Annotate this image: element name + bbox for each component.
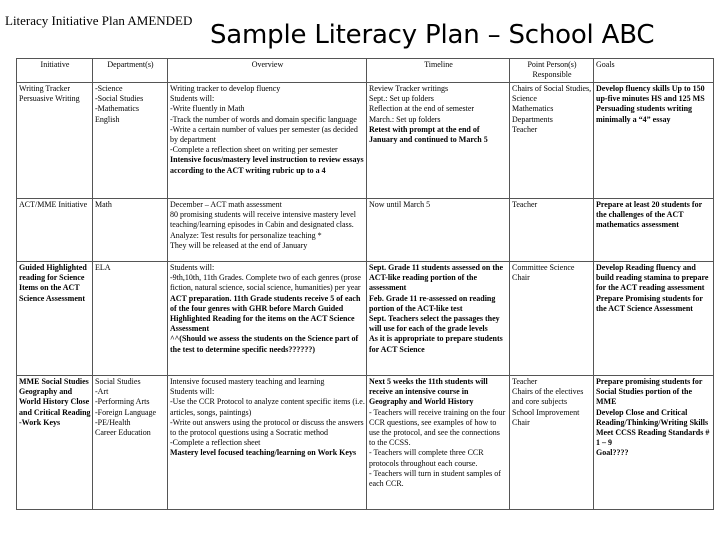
point-persons-cell: Committee Science Chair: [510, 262, 594, 376]
overview-text: Writing tracker to develop fluency Students will: -Write fluently in Math -Track the number of words and domain specific language -Write a certain number of values per semester (as decided by department -Complete a reflection sheet on writing per semester: [170, 84, 358, 155]
page-title: Sample Literacy Plan – School ABC: [210, 20, 655, 50]
document-header: [0, 0, 720, 58]
goals-cell: Develop fluency skills Up to 150 up-five minutes HS and 125 MS Persuading students writing minimally a “4” essay: [594, 83, 714, 199]
timeline-cell: Now until March 5: [367, 199, 510, 262]
goals-cell: Develop Reading fluency and build reading stamina to prepare for the ACT reading assessment Prepare Promising students for the ACT Science Assessment: [594, 262, 714, 376]
overview-emphasis: Intensive focus/mastery level instruction to review essays according to the ACT writing rubric up to a 4: [170, 155, 364, 175]
literacy-plan-table: [16, 58, 714, 510]
timeline-emphasis: Retest with prompt at the end of January and continued to March 5: [369, 124, 488, 145]
departments-cell: ELA: [93, 262, 168, 376]
point-persons-cell: Teacher: [510, 199, 594, 262]
column-header-point-persons: Point Person(s) Responsible: [510, 59, 594, 83]
timeline-cell: Sept. Grade 11 students assessed on the ACT-like reading portion of the assessment Feb. Grade 11 re-assessed on reading portion of the ACT-like test Sept. Teachers select the passages they will use for each of the grade levels As it is appropriate to prepare students for ACT Science: [367, 262, 510, 376]
overview-emphasis: Mastery level focused teaching/learning on Work Keys: [170, 448, 357, 458]
overview-cell: [168, 83, 367, 199]
timeline-cell: [367, 83, 510, 199]
table-row: [17, 376, 714, 510]
overview-emphasis: ACT preparation. 11th Grade students receive 5 of each of the four genres with GHR before March Guided Highlighted Reading for the items on the ACT Science Assessment ^^(Should we assess the students on the Science part of the test to determine specific needs??????): [170, 293, 361, 354]
overview-text: Students will: -9th,10th, 11th Grades. Complete two of each genres (prose fiction, natural science, social science, humanities) per year: [170, 263, 361, 293]
table-row: [17, 83, 714, 199]
overview-cell: December – ACT math assessment 80 promising students will receive intensive mastery level teaching/learning episodes in Cabin and designated class. Analyze: Test results for personalize teaching * They will be released at the end of January: [168, 199, 367, 262]
timeline-text: - Teachers will receive training on the four CCR questions, see examples of how to use the protocol, and see the connections to the CCSS. - Teachers will complete three CCR protocols throughout each course. - Teachers will turn in student samples of each CCR.: [369, 407, 506, 489]
departments-cell: -Science -Social Studies -Mathematics English: [93, 83, 168, 199]
timeline-text: Review Tracker writings Sept.: Set up folders Reflection at the end of semester March.: Set up folders: [369, 84, 475, 124]
goals-cell: Prepare at least 20 students for the challenges of the ACT mathematics assessment: [594, 199, 714, 262]
column-header-initiative: Initiative: [17, 59, 93, 83]
table-row: [17, 199, 714, 262]
overview-cell: [168, 262, 367, 376]
point-persons-cell: Chairs of Social Studies, Science Mathematics Departments Teacher: [510, 83, 594, 199]
column-header-overview: Overview: [168, 59, 367, 83]
overview-text: Intensive focused mastery teaching and learning Students will: -Use the CCR Protocol to analyze content specific items (i.e. articles, songs, paintings) -Write out answers using the protocol or discuss the answers to the protocol questions using a Socratic method -Complete a reflection sheet: [170, 377, 365, 448]
goals-cell: Prepare promising students for Social Studies portion of the MME Develop Close and Critical Reading/Thinking/Writing Skills Meet CCSS Reading Standards # 1 – 9 Goal????: [594, 376, 714, 510]
initiative-cell: MME Social Studies Geography and World History Close and Critical Reading -Work Keys: [17, 376, 93, 510]
timeline-emphasis: Next 5 weeks the 11th students will receive an intensive course in Geography and World History: [369, 377, 488, 407]
initiative-cell: ACT/MME Initiative: [17, 199, 93, 262]
overview-cell: [168, 376, 367, 510]
departments-cell: Math: [93, 199, 168, 262]
point-persons-cell: Teacher Chairs of the electives and core subjects School Improvement Chair: [510, 376, 594, 510]
initiative-cell: Writing Tracker Persuasive Writing: [17, 83, 93, 199]
column-header-goals: Goals: [594, 59, 714, 83]
timeline-cell: [367, 376, 510, 510]
document-label: Literacy Initiative Plan AMENDED: [5, 13, 193, 28]
column-header-departments: Department(s): [93, 59, 168, 83]
table-header-row: [17, 59, 714, 83]
initiative-cell: Guided Highlighted reading for Science Items on the ACT Science Assessment: [17, 262, 93, 376]
departments-cell: Social Studies -Art -Performing Arts -Foreign Language -PE/Health Career Education: [93, 376, 168, 510]
column-header-timeline: Timeline: [367, 59, 510, 83]
table-row: [17, 262, 714, 376]
